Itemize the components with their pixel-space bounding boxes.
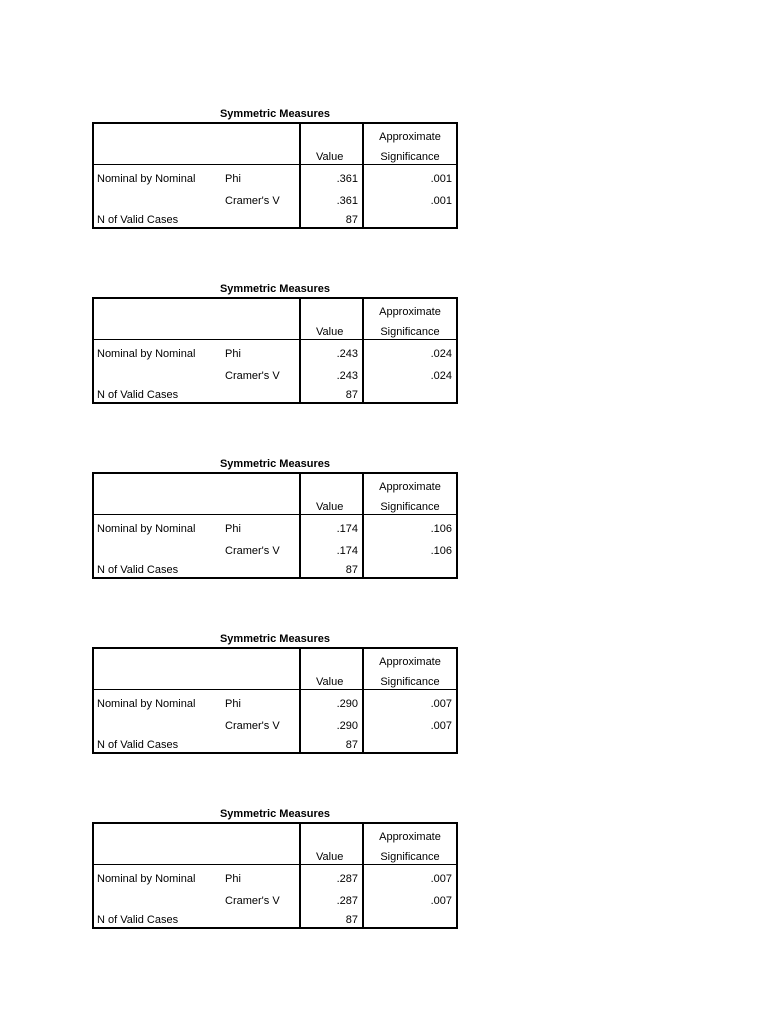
table-title: Symmetric Measures [219, 458, 331, 470]
header-divider [94, 514, 456, 515]
table-frame [92, 297, 458, 404]
cell-value: 87 [345, 914, 358, 926]
cell-value: .243 [336, 348, 358, 360]
cell-value: 87 [345, 564, 358, 576]
table-frame [92, 822, 458, 929]
row-measure-label: Phi [225, 698, 241, 710]
row-group-label: Nominal by Nominal [97, 873, 196, 885]
row-group-label: Nominal by Nominal [97, 698, 196, 710]
cell-value: .361 [336, 195, 358, 207]
header-significance: Significance [380, 151, 440, 163]
table-title: Symmetric Measures [219, 108, 331, 120]
row-measure-label: Phi [225, 348, 241, 360]
row-group-label: N of Valid Cases [97, 914, 179, 926]
header-divider [94, 164, 456, 165]
row-measure-label: Cramer's V [225, 195, 280, 207]
row-measure-label: Cramer's V [225, 370, 280, 382]
row-measure-label: Cramer's V [225, 720, 280, 732]
row-group-label: N of Valid Cases [97, 739, 179, 751]
header-divider [94, 689, 456, 690]
header-significance: Significance [380, 851, 440, 863]
table-title: Symmetric Measures [219, 633, 331, 645]
cell-significance: .106 [430, 545, 452, 557]
row-group-label: N of Valid Cases [97, 389, 179, 401]
row-measure-label: Cramer's V [225, 895, 280, 907]
header-approximate: Approximate [379, 481, 441, 493]
cell-value: .287 [336, 873, 358, 885]
header-significance: Significance [380, 501, 440, 513]
cell-value: .361 [336, 173, 358, 185]
header-value: Value [316, 676, 344, 688]
cell-value: .174 [336, 545, 358, 557]
cell-significance: .024 [430, 370, 452, 382]
cell-significance: .106 [430, 523, 452, 535]
table-frame [92, 472, 458, 579]
cell-value: 87 [345, 214, 358, 226]
cell-significance: .007 [430, 895, 452, 907]
row-group-label: Nominal by Nominal [97, 523, 196, 535]
header-divider [94, 339, 456, 340]
cell-value: .243 [336, 370, 358, 382]
cell-value: .174 [336, 523, 358, 535]
header-value: Value [316, 151, 344, 163]
table-title: Symmetric Measures [219, 283, 331, 295]
header-value: Value [316, 851, 344, 863]
cell-value: 87 [345, 739, 358, 751]
header-significance: Significance [380, 326, 440, 338]
header-value: Value [316, 501, 344, 513]
table-frame [92, 122, 458, 229]
cell-value: 87 [345, 389, 358, 401]
row-group-label: N of Valid Cases [97, 214, 179, 226]
cell-value: .287 [336, 895, 358, 907]
cell-significance: .007 [430, 698, 452, 710]
row-measure-label: Phi [225, 873, 241, 885]
table-title: Symmetric Measures [219, 808, 331, 820]
row-measure-label: Phi [225, 523, 241, 535]
header-value: Value [316, 326, 344, 338]
row-measure-label: Phi [225, 173, 241, 185]
header-approximate: Approximate [379, 131, 441, 143]
cell-significance: .007 [430, 720, 452, 732]
row-measure-label: Cramer's V [225, 545, 280, 557]
cell-significance: .001 [430, 173, 452, 185]
row-group-label: Nominal by Nominal [97, 173, 196, 185]
header-approximate: Approximate [379, 306, 441, 318]
cell-significance: .007 [430, 873, 452, 885]
cell-significance: .024 [430, 348, 452, 360]
header-approximate: Approximate [379, 656, 441, 668]
cell-value: .290 [336, 720, 358, 732]
header-approximate: Approximate [379, 831, 441, 843]
cell-significance: .001 [430, 195, 452, 207]
row-group-label: N of Valid Cases [97, 564, 179, 576]
header-divider [94, 864, 456, 865]
table-frame [92, 647, 458, 754]
row-group-label: Nominal by Nominal [97, 348, 196, 360]
header-significance: Significance [380, 676, 440, 688]
cell-value: .290 [336, 698, 358, 710]
